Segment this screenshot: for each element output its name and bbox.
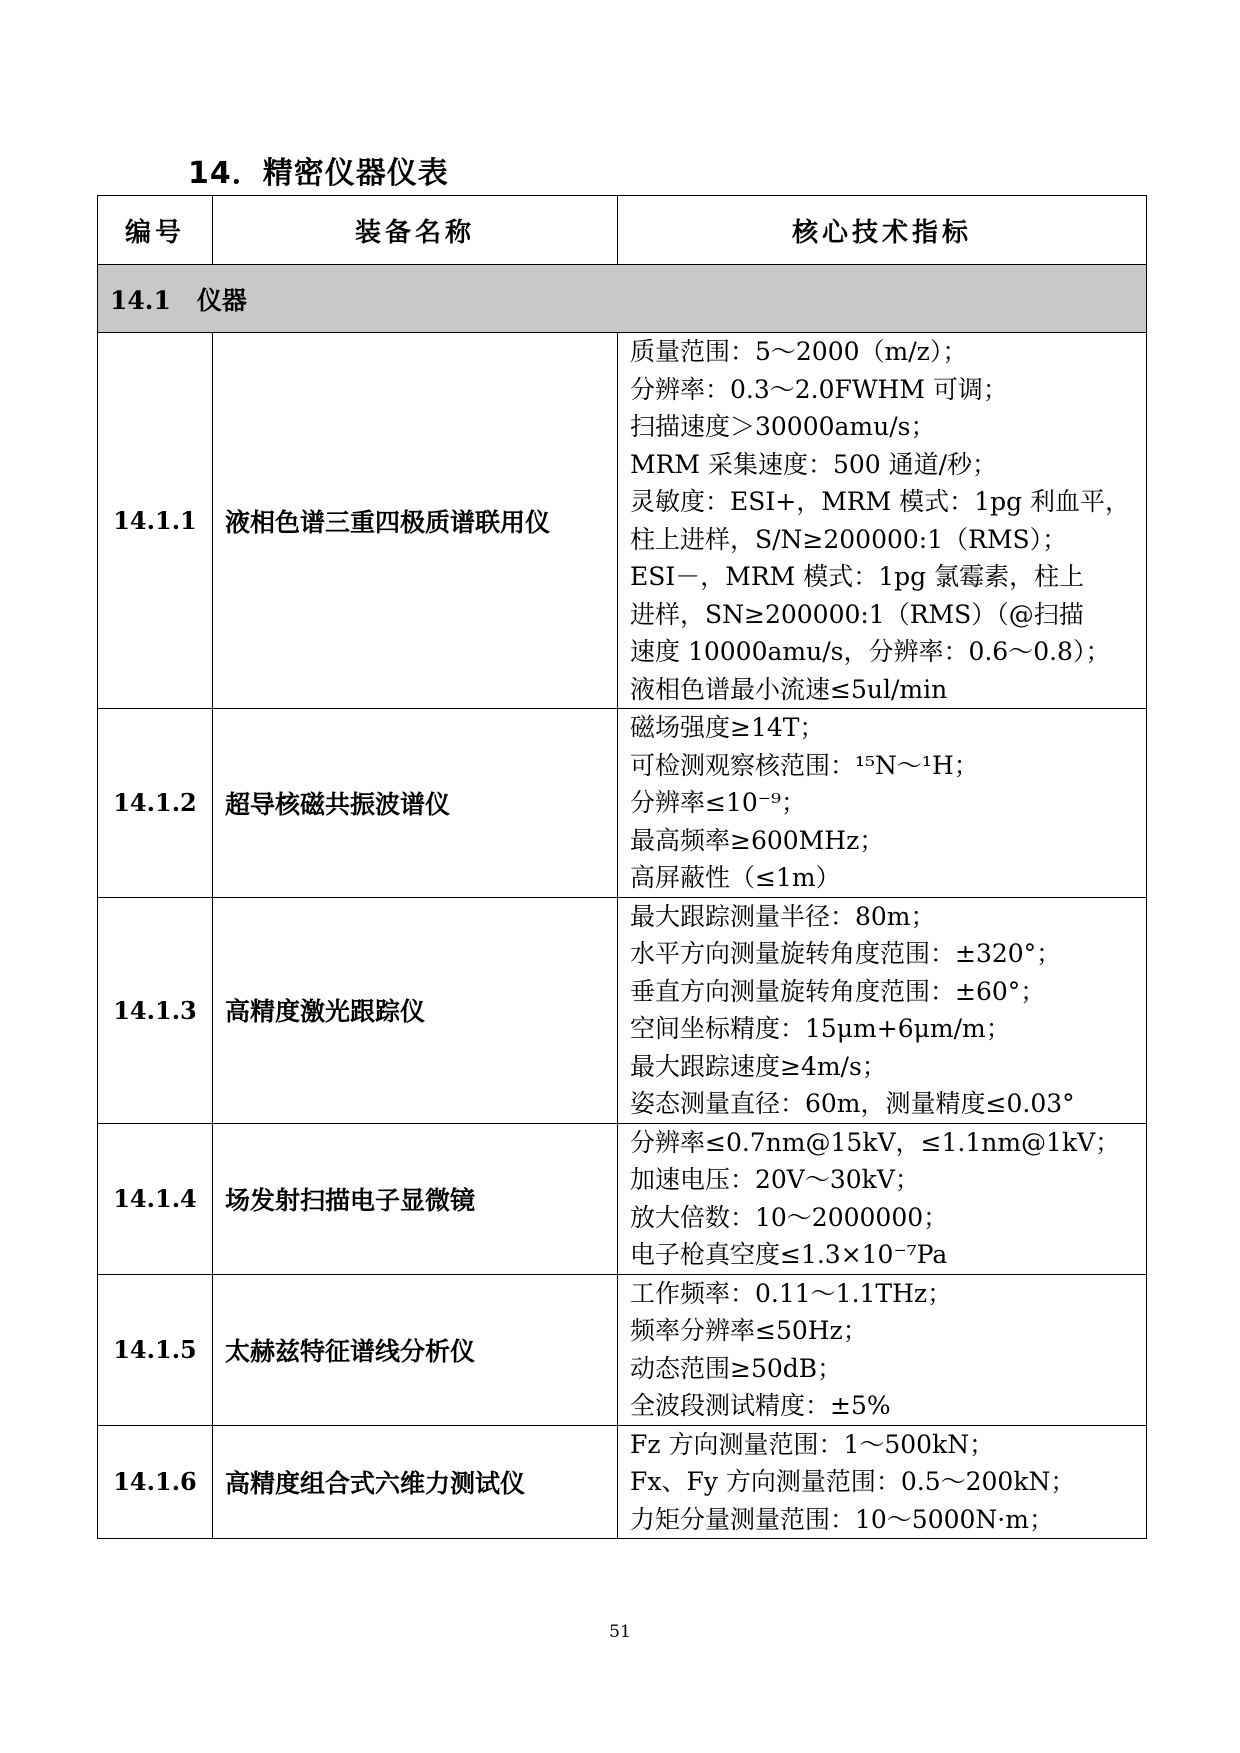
spec-line: 分辨率：0.3～2.0FWHM 可调；	[630, 374, 1008, 404]
spec-line: 工作频率：0.11～1.1THz；	[630, 1278, 953, 1308]
spec-line: 可检测观察核范围：¹⁵N～¹H；	[630, 750, 979, 780]
row-number: 14.1.1	[98, 333, 213, 709]
header-number: 编号	[98, 196, 213, 265]
spec-line: 最大跟踪速度≥4m/s；	[630, 1051, 887, 1081]
table-row	[98, 1123, 1147, 1274]
table-header-row	[98, 196, 1147, 265]
page-number: 51	[609, 1622, 631, 1642]
spec-line: 扫描速度＞30000amu/s；	[630, 412, 936, 441]
row-spec-cell	[618, 1425, 1147, 1539]
spec-line: 姿态测量直径：60m，测量精度≤0.03°	[630, 1089, 1075, 1118]
spec-line: 最高频率≥600MHz；	[630, 825, 885, 855]
spec-line: 加速电压：20V～30kV；	[630, 1165, 920, 1194]
spec-line: 液相色谱最小流速≤5ul/min	[630, 674, 948, 704]
spec-line: 进样，SN≥200000:1（RMS）（@扫描	[630, 599, 1084, 629]
row-equipment-name: 高精度激光跟踪仪	[213, 897, 618, 1123]
group-label: 仪器	[196, 285, 247, 315]
spec-line: 最大跟踪测量半径：80m；	[630, 901, 936, 931]
spec-line: 频率分辨率≤50Hz；	[630, 1316, 868, 1345]
spec-line: 灵敏度：ESI+，MRM 模式：1pg 利血平，	[630, 487, 1131, 516]
row-spec-cell	[618, 1274, 1147, 1425]
row-equipment-name: 太赫兹特征谱线分析仪	[213, 1274, 618, 1425]
equipment-spec-table	[97, 195, 1147, 1539]
row-number: 14.1.6	[98, 1425, 213, 1539]
section-title: 14．精密仪器仪表	[188, 156, 449, 191]
header-name: 装备名称	[213, 196, 618, 265]
header-specs: 核心技术指标	[618, 196, 1147, 265]
spec-line: Fx、Fy 方向测量范围：0.5～200kN；	[630, 1467, 1076, 1496]
row-equipment-name: 超导核磁共振波谱仪	[213, 709, 618, 898]
spec-line: 磁场强度≥14T；	[630, 713, 825, 742]
spec-line: 力矩分量测量范围：10～5000N·m；	[630, 1504, 1054, 1534]
spec-line: Fz 方向测量范围：1～500kN；	[630, 1429, 995, 1459]
row-equipment-name: 液相色谱三重四极质谱联用仪	[213, 333, 618, 709]
row-equipment-name: 高精度组合式六维力测试仪	[213, 1425, 618, 1539]
spec-line: 分辨率≤10⁻⁹；	[630, 788, 806, 817]
spec-line: 速度 10000amu/s，分辨率：0.6～0.8）；	[630, 637, 1111, 666]
spec-line: 动态范围≥50dB；	[630, 1353, 843, 1383]
spec-line: 电子枪真空度≤1.3×10⁻⁷Pa	[630, 1240, 948, 1269]
group-row	[98, 265, 1147, 333]
row-number: 14.1.3	[98, 897, 213, 1123]
spec-line: 放大倍数：10～2000000；	[630, 1202, 949, 1232]
row-spec-cell	[618, 333, 1147, 709]
table-row	[98, 1425, 1147, 1539]
spec-line: ESI－，MRM 模式：1pg 氯霉素，柱上	[630, 562, 1085, 591]
row-spec-cell	[618, 709, 1147, 898]
spec-line: 分辨率≤0.7nm@15kV，≤1.1nm@1kV；	[630, 1127, 1121, 1157]
spec-line: 空间坐标精度：15μm+6μm/m；	[630, 1014, 1011, 1043]
row-number: 14.1.5	[98, 1274, 213, 1425]
group-cell	[98, 265, 1147, 333]
spec-line: 垂直方向测量旋转角度范围：±60°；	[630, 976, 1046, 1006]
spec-line: 水平方向测量旋转角度范围：±320°；	[630, 939, 1062, 968]
row-number: 14.1.2	[98, 709, 213, 898]
table-row	[98, 333, 1147, 709]
row-equipment-name: 场发射扫描电子显微镜	[213, 1123, 618, 1274]
spec-line: 全波段测试精度：±5%	[630, 1391, 891, 1420]
spec-line: 质量范围：5～2000（m/z）；	[630, 337, 968, 366]
table-row	[98, 897, 1147, 1123]
row-number: 14.1.4	[98, 1123, 213, 1274]
spec-line: MRM 采集速度：500 通道/秒；	[630, 449, 998, 479]
spec-line: 柱上进样，S/N≥200000:1（RMS）；	[630, 524, 1068, 554]
group-number: 14.1	[110, 285, 171, 315]
row-spec-cell	[618, 897, 1147, 1123]
spec-line: 高屏蔽性（≤1m）	[630, 863, 841, 892]
table-row	[98, 1274, 1147, 1425]
table-row	[98, 709, 1147, 898]
row-spec-cell	[618, 1123, 1147, 1274]
